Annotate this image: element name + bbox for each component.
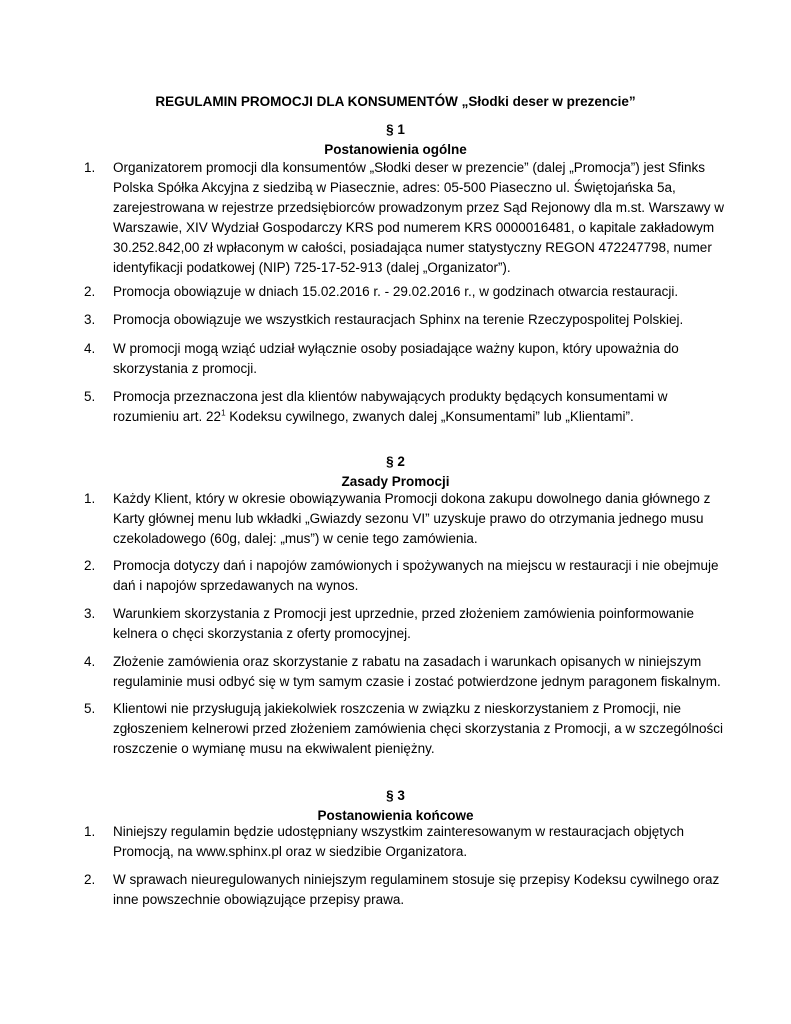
list-item-number: 2. xyxy=(84,872,96,887)
list-item-number: 2. xyxy=(84,284,96,299)
list-item-text: Promocja obowiązuje w dniach 15.02.2016 r. - 29.02.2016 r., w godzinach otwarcia restauracji. xyxy=(113,284,679,299)
list-item xyxy=(84,158,724,278)
list-item-text: W promocji mogą wziąć udział wyłącznie osoby posiadające ważny kupon, który upoważnia do skorzystania z promocji. xyxy=(113,341,679,376)
list-item xyxy=(84,282,724,302)
list-item-text: Złożenie zamówienia oraz skorzystanie z rabatu na zasadach i warunkach opisanych w niniejszym regulaminie musi odbyć się w tym samym czasie i zostać potwierdzone jednym paragonem fiskalnym. xyxy=(113,654,721,689)
section-2-heading: Zasady Promocji xyxy=(341,474,450,489)
list-item-number: 5. xyxy=(84,389,96,404)
list-item xyxy=(84,339,724,379)
list-item xyxy=(84,604,724,644)
list-item-number: 2. xyxy=(84,558,96,573)
section-3-heading: Postanowienia końcowe xyxy=(317,808,474,823)
section-1-heading: Postanowienia ogólne xyxy=(324,142,467,157)
list-item xyxy=(84,556,724,596)
list-item-text: Każdy Klient, który w okresie obowiązywania Promocji dokona zakupu dowolnego dania głównego z Karty głównej menu lub wkładki „Gwiazdy sezonu VI” uzyskuje prawo do otrzymania jednego musu czekoladowego (60g, dalej: „mus”) w cenie tego zamówienia. xyxy=(113,491,711,546)
section-3-number: § 3 xyxy=(386,788,405,803)
section-1-number: § 1 xyxy=(386,122,405,137)
document-title: REGULAMIN PROMOCJI DLA KONSUMENTÓW „Słodki deser w prezencie” xyxy=(155,94,636,109)
list-item xyxy=(84,652,724,692)
list-item-text-part: Promocja przeznaczona jest dla klientów nabywających produkty będących konsumentami w rozumieniu art. 22 xyxy=(113,389,668,424)
list-item-number: 1. xyxy=(84,160,96,175)
list-item-text: Promocja obowiązuje we wszystkich restauracjach Sphinx na terenie Rzeczypospolitej Polskiej. xyxy=(113,312,684,327)
superscript: 1 xyxy=(221,408,226,418)
list-item-number: 1. xyxy=(84,824,96,839)
list-item-text: W sprawach nieuregulowanych niniejszym regulaminem stosuje się przepisy Kodeksu cywilnego oraz inne powszechnie obowiązujące przepisy prawa. xyxy=(113,872,720,907)
section-2-number: § 2 xyxy=(386,454,405,469)
list-item-number: 4. xyxy=(84,341,96,356)
list-item-text: Niniejszy regulamin będzie udostępniany wszystkim zainteresowanym w restauracjach objętych Promocją, na www.sphinx.pl oraz w siedzibie Organizatora. xyxy=(113,824,685,859)
list-item-number: 5. xyxy=(84,701,96,716)
list-item-text xyxy=(113,387,724,427)
list-item-number: 3. xyxy=(84,606,96,621)
list-item xyxy=(84,310,724,330)
list-item xyxy=(84,870,724,910)
list-item xyxy=(84,699,724,759)
list-item-text: Warunkiem skorzystania z Promocji jest uprzednie, przed złożeniem zamówienia poinformowanie kelnera o chęci skorzystania z oferty promocyjnej. xyxy=(113,606,694,641)
list-item-text: Klientowi nie przysługują jakiekolwiek roszczenia w związku z nieskorzystaniem z Promocji, nie zgłoszeniem kelnerowi przed złożeniem zamówienia chęci skorzystania z Promocji, a w szczególności roszczenie o wymianę musu na ekwiwalent pieniężny. xyxy=(113,701,723,756)
list-item-number: 3. xyxy=(84,312,96,327)
list-item xyxy=(84,387,724,427)
list-item xyxy=(84,489,724,549)
list-item-number: 4. xyxy=(84,654,96,669)
list-item-number: 1. xyxy=(84,491,96,506)
list-item xyxy=(84,822,724,862)
list-item-text-part: Kodeksu cywilnego, zwanych dalej „Konsumentami” lub „Klientami”. xyxy=(225,409,634,424)
list-item-text: Organizatorem promocji dla konsumentów „Słodki deser w prezencie” (dalej „Promocja”) jest Sfinks Polska Spółka Akcyjna z siedzibą w Piasecznie, adres: 05-500 Piaseczno ul. Świętojańska 5a, zarejestrowana w rejestrze przedsiębiorców prowadzonym przez Sąd Rejonowy dla m.st. Warszawy w Warszawie, XIV Wydział Gospodarczy KRS pod numerem KRS 0000016481, o kapitale zakładowym 30.252.842,00 zł wpłaconym w całości, posiadająca numer statystyczny REGON 472247798, numer identyfikacji podatkowej (NIP) 725-17-52-913 (dalej „Organizator”). xyxy=(113,160,724,275)
list-item-text: Promocja dotyczy dań i napojów zamówionych i spożywanych na miejscu w restauracji i nie obejmuje dań i napojów sprzedawanych na wynos. xyxy=(113,558,719,593)
